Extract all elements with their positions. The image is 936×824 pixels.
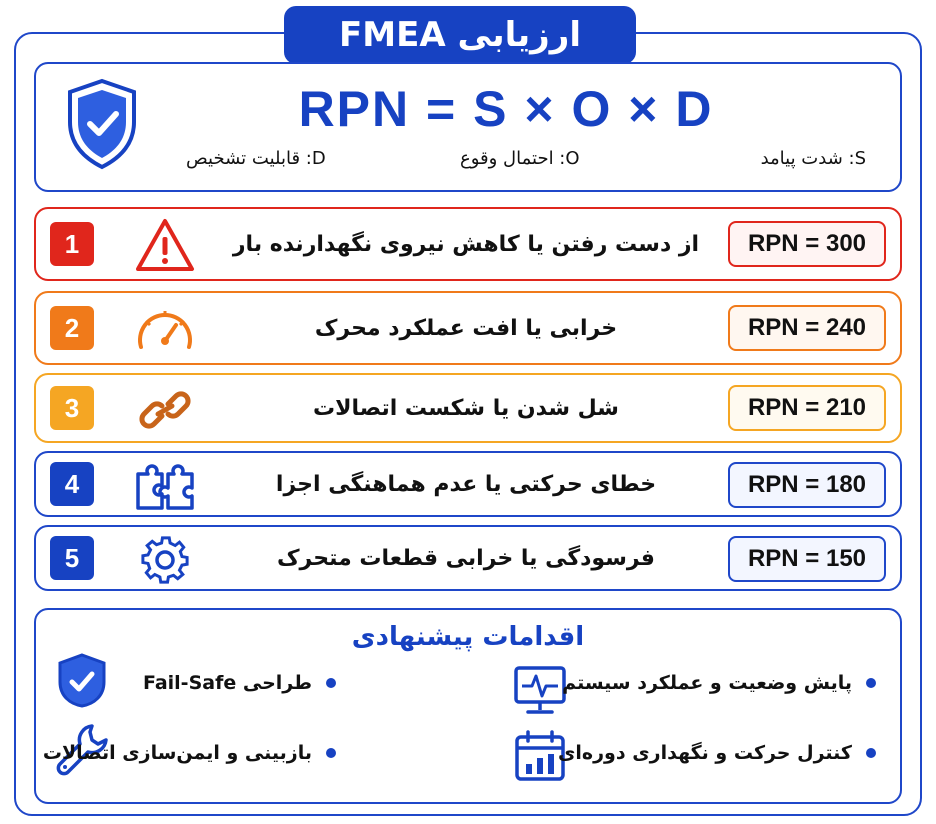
warning-icon bbox=[134, 217, 196, 273]
rank-badge: 2 bbox=[50, 306, 94, 350]
shield-check-icon bbox=[66, 78, 138, 170]
rpn-value: RPN = 300 bbox=[728, 221, 886, 267]
gear-icon bbox=[134, 532, 196, 588]
bullet bbox=[866, 748, 876, 758]
failure-text: خرابی یا افت عملکرد محرک bbox=[314, 316, 618, 341]
action-item bbox=[558, 742, 876, 764]
formula-box bbox=[34, 62, 902, 192]
failure-text: خطای حرکتی یا عدم هماهنگی اجزا bbox=[275, 472, 657, 497]
page-title: ارزیابی FMEA bbox=[284, 6, 636, 64]
rpn-value: RPN = 150 bbox=[728, 536, 886, 582]
failure-row-2 bbox=[34, 291, 902, 365]
legend-detection: D: قابلیت تشخیص bbox=[186, 148, 326, 169]
chain-link-icon bbox=[134, 382, 196, 438]
puzzle-icon bbox=[134, 458, 196, 514]
bullet bbox=[326, 678, 336, 688]
action-item bbox=[562, 672, 876, 694]
rank-badge: 1 bbox=[50, 222, 94, 266]
legend-occurrence: O: احتمال وقوع bbox=[460, 148, 580, 169]
failure-text: از دست رفتن یا کاهش نیروی نگهدارنده بار bbox=[232, 232, 700, 257]
rpn-value: RPN = 240 bbox=[728, 305, 886, 351]
rank-badge: 4 bbox=[50, 462, 94, 506]
action-item bbox=[143, 672, 336, 694]
action-item bbox=[43, 742, 336, 764]
gauge-icon bbox=[134, 301, 196, 357]
shield-check-icon bbox=[54, 652, 110, 708]
legend-severity: S: شدت پیامد bbox=[760, 148, 866, 169]
rpn-value: RPN = 180 bbox=[728, 462, 886, 508]
recommended-actions bbox=[34, 608, 902, 804]
actions-title: اقدامات پیشنهادی bbox=[351, 622, 585, 652]
action-text: بازبینی و ایمن‌سازی اتصالات bbox=[42, 742, 312, 764]
failure-row-5 bbox=[34, 525, 902, 591]
failure-row-3 bbox=[34, 373, 902, 443]
monitor-icon bbox=[512, 662, 568, 718]
rank-badge: 5 bbox=[50, 536, 94, 580]
action-text: پایش وضعیت و عملکرد سیستم bbox=[562, 672, 852, 694]
failure-row-1 bbox=[34, 207, 902, 281]
failure-text: فرسودگی یا خرابی قطعات متحرک bbox=[277, 546, 655, 571]
failure-text: شل شدن یا شکست اتصالات bbox=[313, 396, 619, 421]
bullet bbox=[326, 748, 336, 758]
action-text: کنترل حرکت و نگهداری دوره‌ای bbox=[557, 742, 852, 764]
rank-badge: 3 bbox=[50, 386, 94, 430]
rpn-formula: RPN = S × O × D bbox=[298, 81, 714, 137]
failure-row-4 bbox=[34, 451, 902, 517]
action-text: طراحی Fail-Safe bbox=[142, 672, 312, 694]
bullet bbox=[866, 678, 876, 688]
rpn-value: RPN = 210 bbox=[728, 385, 886, 431]
